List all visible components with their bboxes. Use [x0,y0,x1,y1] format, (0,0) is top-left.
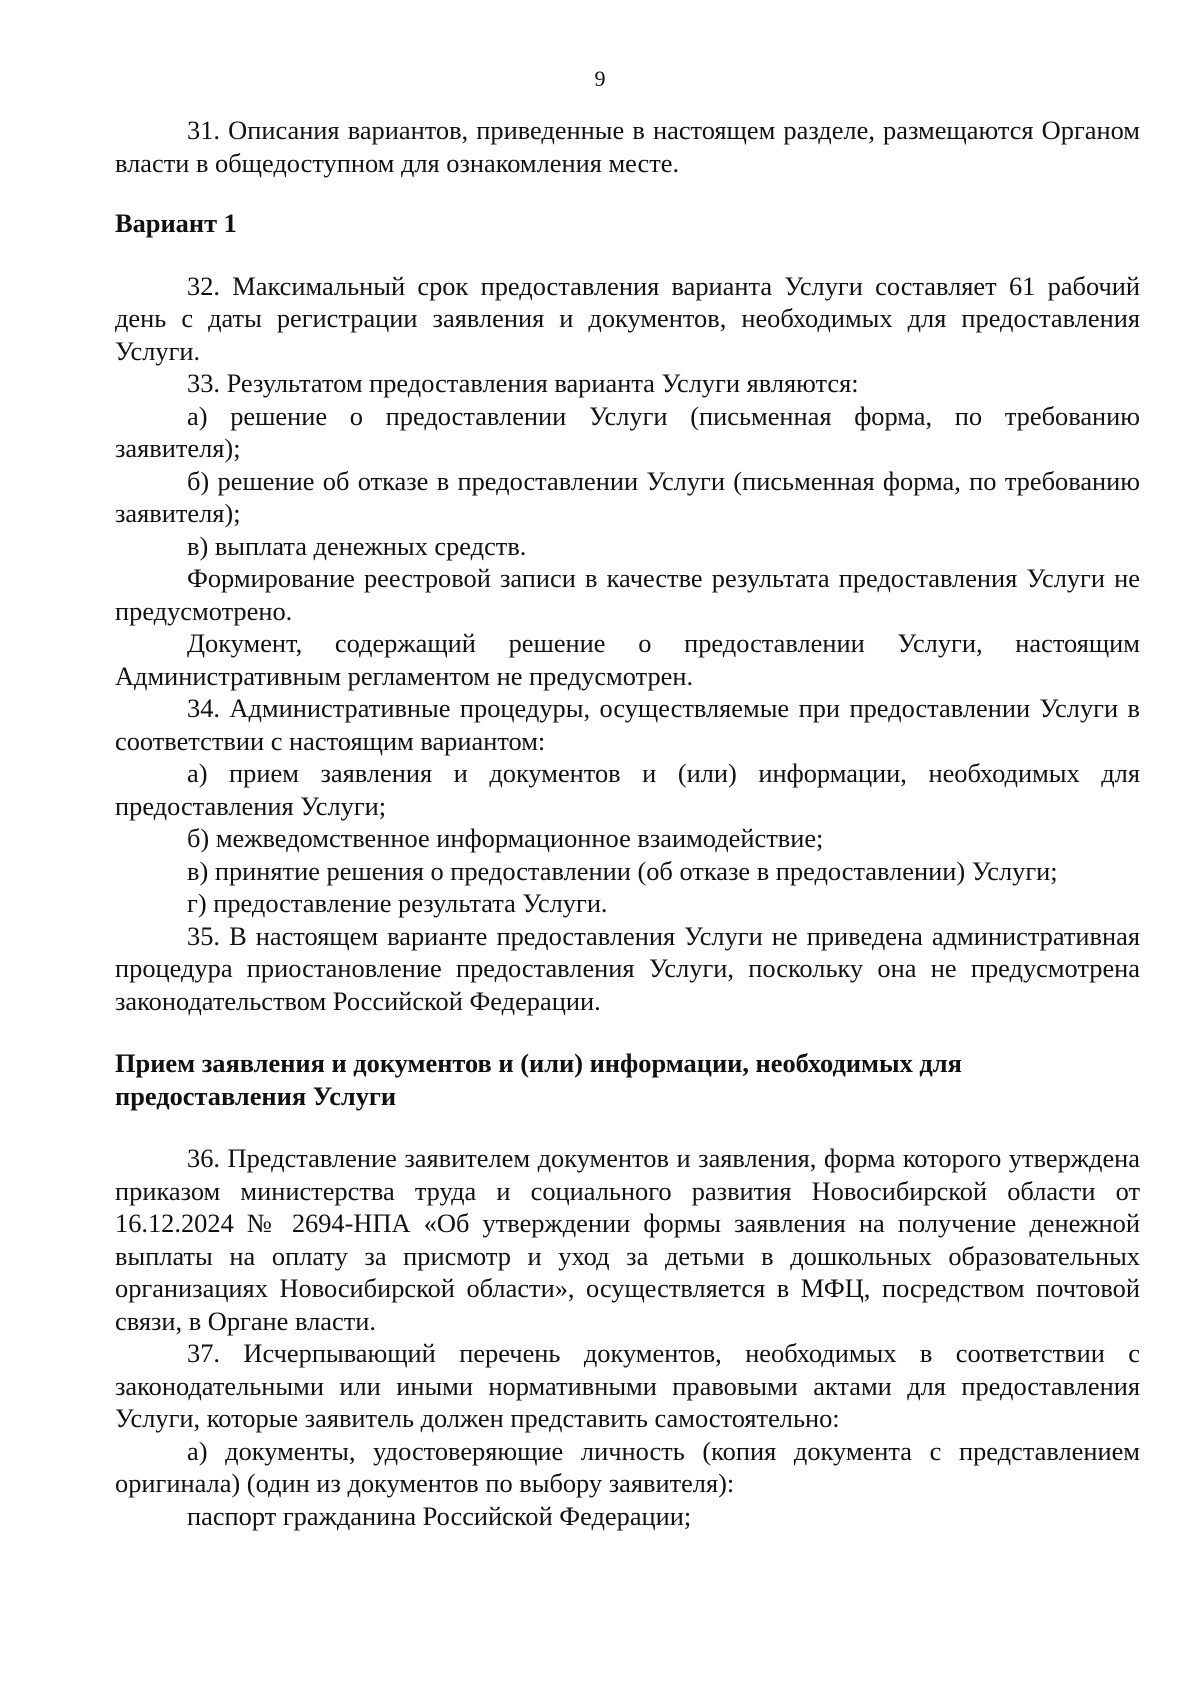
list-item-passport: паспорт гражданина Российской Федерации; [187,1500,692,1531]
paragraph-37: 37. Исчерпывающий перечень документов, необходимых в соответствии с законодательными или иными нормативными правовыми актами для предоставления Услуги, которые заявитель должен представить самостоятельно: [115,1338,1140,1433]
paragraph-decision-document: Документ, содержащий решение о предоставлении Услуги, настоящим Административным регламентом не предусмотрен. [115,628,1140,691]
paragraph-31: 31. Описания вариантов, приведенные в настоящем разделе, размещаются Органом власти в общедоступном для ознакомления месте. [115,115,1140,178]
section-heading-application-intake [115,1047,1140,1112]
list-item-33a: а) решение о предоставлении Услуги (письменная форма, по требованию заявителя); [115,400,1140,463]
list-item-34a: а) прием заявления и документов и (или) информации, необходимых для предоставления Услуги; [115,758,1140,821]
list-item-33v: в) выплата денежных средств. [187,530,527,561]
section-heading-variant-1: Вариант 1 [115,208,237,238]
paragraph-36: 36. Представление заявителем документов и заявления, форма которого утверждена приказом министерства труда и социального развития Новосибирской области от 16.12.2024 № 2694-НПА «Об утверждении формы заявления на получение денежной выплаты на оплату за присмотр и уход за детьми в дошкольных образовательных организациях Новосибирской области», осуществляется в МФЦ, посредством почтовой связи, в Органе власти. [115,1143,1140,1336]
list-item-37a: а) документы, удостоверяющие личность (копия документа с представлением оригинала) (один из документов по выбору заявителя): [115,1435,1140,1498]
heading-line-2: предоставления Услуги [115,1080,397,1111]
heading-line-1: Прием заявления и документов и (или) информации, необходимых для [115,1048,962,1078]
page-number: 9 [594,66,606,91]
list-item-34v: в) принятие решения о предоставлении (об отказе в предоставлении) Услуги; [187,855,1058,886]
list-item-33b: б) решение об отказе в предоставлении Услуги (письменная форма, по требованию заявителя); [115,465,1140,528]
paragraph-35: 35. В настоящем варианте предоставления Услуги не приведена административная процедура приостановление предоставления Услуги, поскольку она не предусмотрена законодательством Российской Федерации. [115,920,1140,1016]
list-item-34g: г) предоставление результата Услуги. [187,888,608,918]
paragraph-32: 32. Максимальный срок предоставления варианта Услуги составляет 61 рабочий день с даты регистрации заявления и документов, необходимых для предоставления Услуги. [115,270,1140,366]
paragraph-34: 34. Административные процедуры, осуществляемые при предоставлении Услуги в соответствии с настоящим вариантом: [115,693,1140,756]
list-item-34b: б) межведомственное информационное взаимодействие; [187,823,824,853]
paragraph-33: 33. Результатом предоставления варианта Услуги являются: [187,368,859,398]
document-body [115,114,1140,1532]
paragraph-registry-record: Формирование реестровой записи в качестве результата предоставления Услуги не предусмотрено. [115,563,1140,626]
